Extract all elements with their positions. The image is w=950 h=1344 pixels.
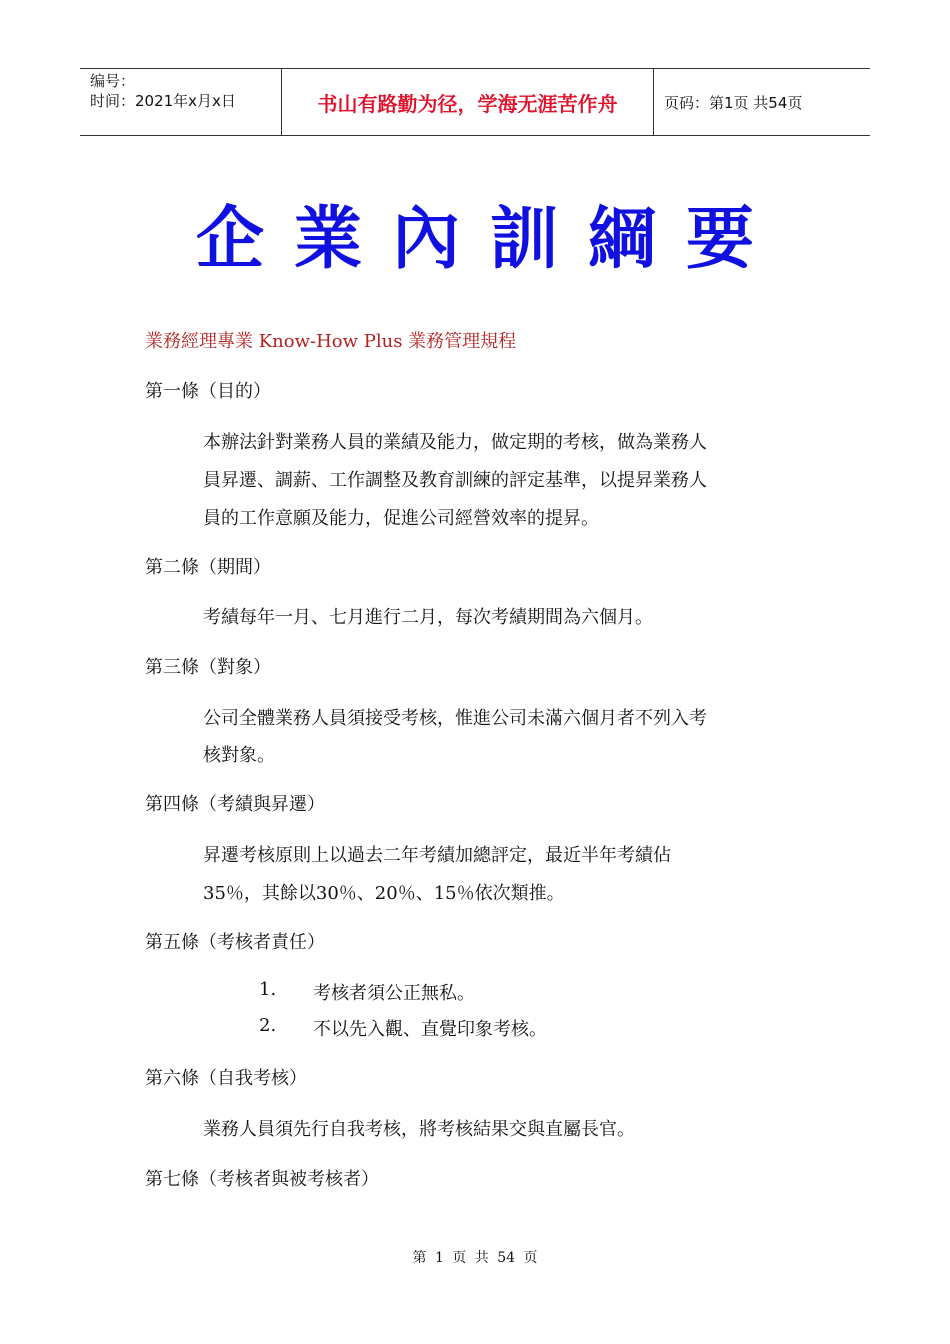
article-5-item-1-number: 1.: [259, 979, 277, 1000]
document-header: [80, 68, 870, 136]
article-3-heading: 第三條（對象）: [145, 657, 271, 678]
article-6-heading: 第六條（自我考核）: [145, 1068, 307, 1089]
article-5-heading: 第五條（考核者責任）: [145, 932, 325, 953]
article-4-heading: 第四條（考績與昇遷）: [145, 794, 325, 815]
article-4-line-1: 昇遷考核原則上以過去二年考績加總評定，最近半年考績佔: [203, 845, 671, 866]
article-1-heading: 第一條（目的）: [145, 381, 271, 402]
article-5-item-1: 考核者須公正無私。: [313, 983, 475, 1004]
article-4-line-2: 35％，其餘以30％、20％、15％依次類推。: [203, 883, 565, 904]
number-label: 编号：: [90, 72, 136, 90]
article-6-line-1: 業務人員須先行自我考核，將考核結果交與直屬長官。: [203, 1119, 635, 1140]
article-1-line-3: 員的工作意願及能力，促進公司經營效率的提昇。: [203, 508, 599, 529]
header-meta: [80, 69, 282, 135]
article-3-line-2: 核對象。: [203, 745, 275, 766]
page-footer: 第 1 页 共 54 页: [412, 1250, 538, 1266]
article-3-line-1: 公司全體業務人員須接受考核，惟進公司未滿六個月者不列入考: [203, 708, 707, 729]
document-title: 企業內訓綱要: [195, 200, 784, 279]
subtitle: 業務經理專業 Know-How Plus 業務管理規程: [145, 331, 517, 352]
article-2-line-1: 考績每年一月、七月進行二月，每次考績期間為六個月。: [203, 607, 653, 628]
article-5-item-2: 不以先入觀、直覺印象考核。: [313, 1019, 547, 1040]
date-label: 时间：2021年x月x日: [90, 92, 236, 110]
header-page-info: 页码：第1页 共54页: [664, 93, 803, 112]
header-motto: 书山有路勤为径，学海无涯苦作舟: [282, 69, 654, 135]
article-7-heading: 第七條（考核者與被考核者）: [145, 1169, 379, 1190]
article-5-item-2-number: 2.: [259, 1015, 277, 1036]
article-2-heading: 第二條（期間）: [145, 557, 271, 578]
article-1-line-1: 本辦法針對業務人員的業績及能力，做定期的考核，做為業務人: [203, 432, 707, 453]
article-1-line-2: 員昇遷、調薪、工作調整及教育訓練的評定基準，以提昇業務人: [203, 470, 707, 491]
